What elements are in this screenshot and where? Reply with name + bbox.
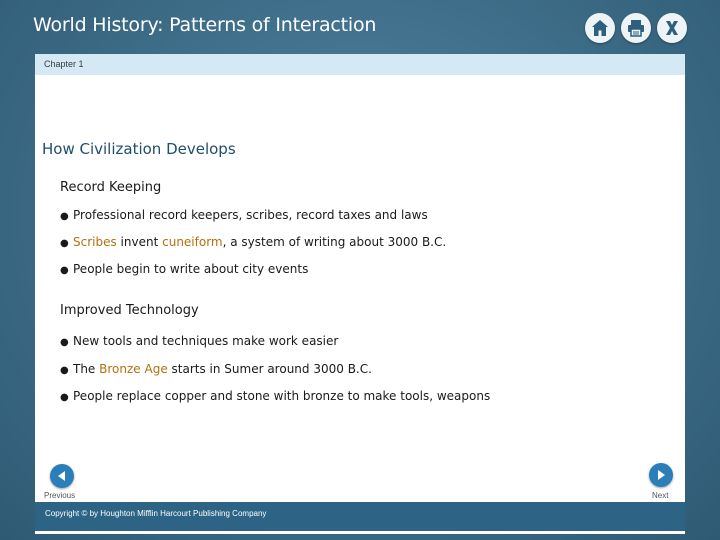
bullet-item <box>60 389 490 403</box>
arrow-left-icon <box>56 470 68 482</box>
bullet-item <box>60 235 446 249</box>
bullet-icon: ● <box>60 365 69 376</box>
bullet-text: starts in Sumer around 3000 B.C. <box>167 362 372 376</box>
bullet-item <box>60 362 372 376</box>
highlighted-term: Bronze Age <box>99 362 168 376</box>
bullet-text: People replace copper and stone with bronze to make tools, weapons <box>73 389 491 403</box>
bullet-item <box>60 262 308 276</box>
bullet-text: , a system of writing about 3000 B.C. <box>222 235 447 249</box>
bullet-text: invent <box>116 235 163 249</box>
highlighted-term: Scribes <box>73 235 117 249</box>
bullet-text: New tools and techniques make work easier <box>73 334 339 348</box>
slide-title: How Civilization Develops <box>42 140 236 158</box>
print-icon <box>626 18 646 38</box>
bullet-item <box>60 208 428 222</box>
print-button[interactable] <box>621 13 651 43</box>
highlighted-term: cuneiform <box>162 235 223 249</box>
bullet-item <box>60 334 338 348</box>
previous-label[interactable]: Previous <box>44 491 76 500</box>
chapter-label: Chapter 1 <box>44 59 84 69</box>
section-heading: Record Keeping <box>60 180 162 195</box>
bullet-text: People begin to write about city events <box>73 262 309 276</box>
bullet-icon: ● <box>60 265 69 276</box>
content-panel <box>35 54 685 534</box>
next-button[interactable] <box>649 463 673 487</box>
home-icon <box>590 18 610 38</box>
arrow-right-icon <box>655 469 667 481</box>
next-label[interactable]: Next <box>652 491 669 500</box>
app-title: World History: Patterns of Interaction <box>33 14 377 36</box>
bullet-icon: ● <box>60 392 69 403</box>
close-button[interactable] <box>657 13 687 43</box>
bullet-icon: ● <box>60 337 69 348</box>
footer-bar <box>35 502 685 531</box>
close-icon <box>662 18 682 38</box>
copyright-text: Copyright © by Houghton Mifflin Harcourt Publishing Company <box>45 509 267 518</box>
bullet-text: The <box>73 362 100 376</box>
bullet-icon: ● <box>60 238 69 249</box>
home-button[interactable] <box>585 13 615 43</box>
bullet-icon: ● <box>60 211 69 222</box>
section-heading: Improved Technology <box>60 303 199 318</box>
previous-button[interactable] <box>50 464 74 488</box>
bullet-text: Professional record keepers, scribes, record taxes and laws <box>73 208 428 222</box>
chapter-bar <box>35 54 685 75</box>
